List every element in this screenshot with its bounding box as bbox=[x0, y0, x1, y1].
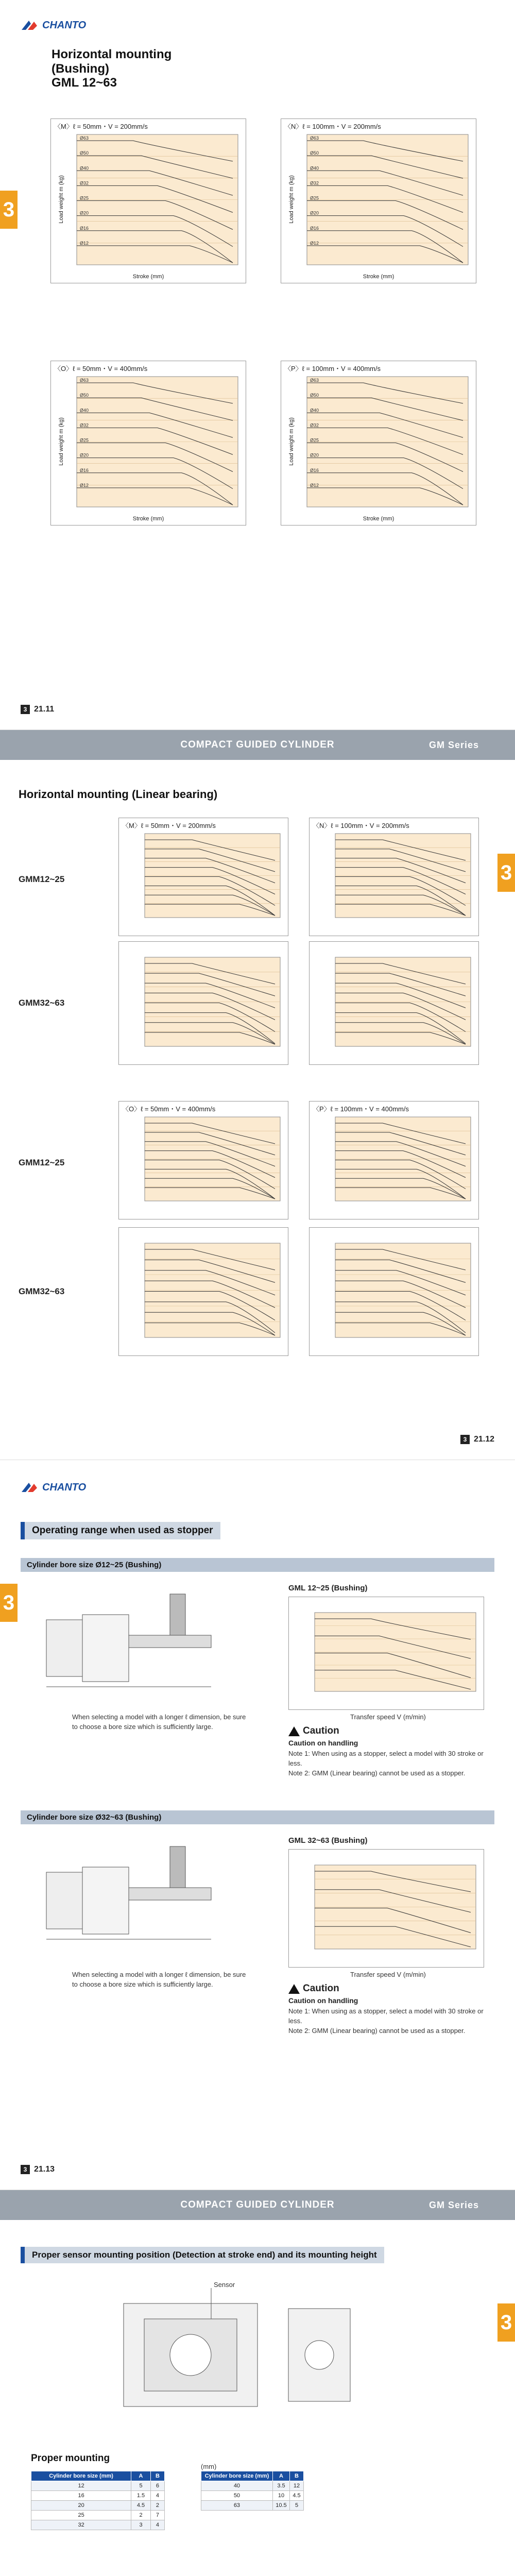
table-cell: 25 bbox=[31, 2511, 131, 2520]
series-label: Ø16 bbox=[310, 467, 319, 473]
table-cell: 5 bbox=[290, 2501, 304, 2511]
table-cell: 3 bbox=[131, 2520, 151, 2530]
table-cell: 12 bbox=[290, 2481, 304, 2491]
series-label: Ø32 bbox=[310, 180, 319, 186]
section-marker: 3 bbox=[21, 705, 30, 714]
section-tab: 3 bbox=[0, 191, 18, 229]
header-band bbox=[0, 2190, 515, 2220]
chart-title: 〈M〉ℓ = 50mm・V = 200mm/s bbox=[54, 123, 148, 130]
brand-name: CHANTO bbox=[42, 1481, 87, 1493]
chart-o-lower bbox=[118, 1227, 288, 1356]
series-label: Ø50 bbox=[80, 393, 89, 398]
series-label: Ø63 bbox=[80, 135, 89, 141]
chart-title: 〈N〉ℓ = 100mm・V = 200mm/s bbox=[313, 822, 409, 829]
row-label: GMM32~63 bbox=[19, 998, 65, 1008]
table-cell: 10.5 bbox=[272, 2501, 289, 2511]
series-label: Ø12 bbox=[80, 482, 89, 488]
brand bbox=[21, 19, 86, 32]
series-label: Ø20 bbox=[310, 452, 319, 458]
chart-n bbox=[281, 118, 476, 283]
band-title: COMPACT GUIDED CYLINDER bbox=[180, 739, 335, 750]
table-row bbox=[201, 2481, 304, 2491]
chart-m-upper bbox=[118, 818, 288, 936]
table-cell: 50 bbox=[201, 2491, 273, 2501]
series-label: Ø25 bbox=[310, 437, 319, 443]
page-3 bbox=[0, 1460, 515, 2190]
page-title: Horizontal mounting (Linear bearing) bbox=[19, 788, 218, 801]
series-label: Ø63 bbox=[310, 378, 319, 383]
table-row bbox=[201, 2491, 304, 2501]
table-cell: 32 bbox=[31, 2520, 131, 2530]
page-title: Horizontal mounting (Bushing) GML 12~63 bbox=[52, 47, 172, 90]
section-tab: 3 bbox=[0, 1584, 18, 1622]
section-marker: 3 bbox=[21, 2165, 30, 2174]
series-label: Ø12 bbox=[310, 482, 319, 488]
chart-plot bbox=[281, 119, 476, 283]
chart-p bbox=[281, 361, 476, 526]
table-cell: 40 bbox=[201, 2481, 273, 2491]
chart-plot bbox=[310, 942, 478, 1064]
chanto-logo-icon bbox=[21, 19, 38, 32]
page-number: 3 21.11 bbox=[21, 705, 54, 714]
table-cell: 4 bbox=[150, 2520, 164, 2530]
warning-icon bbox=[288, 1984, 300, 1994]
caution-upper: Caution Caution on handling Note 1: When using as a stopper, select a model with 30 stroke or less. Note 2: GMM (Linear bearing) cannot be used as a stopper. bbox=[288, 1725, 484, 1777]
sensor-label: Sensor bbox=[214, 2281, 235, 2289]
section-tab: 3 bbox=[497, 2303, 515, 2342]
chart-plot bbox=[119, 818, 288, 936]
series-label: Ø25 bbox=[310, 195, 319, 201]
chart-title: 〈N〉ℓ = 100mm・V = 200mm/s bbox=[284, 123, 381, 130]
stopper-chart-upper bbox=[288, 1597, 484, 1710]
table-cell: 2 bbox=[150, 2501, 164, 2511]
table-row bbox=[31, 2481, 165, 2491]
chart-n-lower bbox=[309, 941, 479, 1065]
page-number: 3 21.13 bbox=[21, 2165, 55, 2174]
chart-title: 〈O〉ℓ = 50mm・V = 400mm/s bbox=[54, 365, 148, 372]
chart-plot bbox=[289, 1597, 484, 1709]
page-2 bbox=[0, 730, 515, 1460]
table-cell: 4 bbox=[150, 2491, 164, 2501]
table-row bbox=[31, 2520, 165, 2530]
chart-title: 〈P〉ℓ = 100mm・V = 400mm/s bbox=[313, 1105, 409, 1113]
bore-range-header: Cylinder bore size Ø32~63 (Bushing) bbox=[21, 1810, 494, 1824]
series-label: Ø25 bbox=[80, 195, 89, 201]
stopper-chart-lower bbox=[288, 1849, 484, 1968]
x-axis-label: Stroke (mm) bbox=[363, 516, 394, 522]
series-label: Ø50 bbox=[310, 393, 319, 398]
section-marker: 3 bbox=[460, 1435, 470, 1444]
table-cell: 63 bbox=[201, 2501, 273, 2511]
y-axis-label: Load weight m (kg) bbox=[58, 417, 64, 466]
x-axis-label: Stroke (mm) bbox=[132, 274, 164, 280]
chart-title: 〈M〉ℓ = 50mm・V = 200mm/s bbox=[122, 822, 216, 829]
series-label: Ø40 bbox=[310, 165, 319, 171]
chart-n-upper bbox=[309, 818, 479, 936]
series-label: Ø32 bbox=[310, 422, 319, 428]
chart-plot bbox=[310, 1228, 478, 1355]
stopper-drawing-lower bbox=[31, 1836, 258, 1950]
table-row bbox=[31, 2491, 165, 2501]
series-label: Ø16 bbox=[310, 225, 319, 231]
series-label: Ø20 bbox=[310, 210, 319, 216]
page-title: Proper sensor mounting position (Detection at stroke end) and its mounting height bbox=[21, 2247, 384, 2263]
chanto-logo-icon bbox=[21, 1481, 38, 1494]
proper-table-left: Cylinder bore size (mm) A B 12 5 6 16 1.5 4 20 4.5 2 25 2 7 32 3 4 bbox=[31, 2471, 165, 2530]
chart-plot bbox=[310, 1101, 478, 1219]
sensor-drawing bbox=[103, 2273, 381, 2437]
section-tab: 3 bbox=[497, 854, 515, 892]
table-cell: 4.5 bbox=[131, 2501, 151, 2511]
chart-xlabel: Transfer speed V (m/min) bbox=[350, 1713, 426, 1721]
series-name: GM Series bbox=[428, 2199, 479, 2210]
series-label: Ø16 bbox=[80, 467, 89, 473]
table-cell: 5 bbox=[131, 2481, 151, 2491]
stopper-drawing-upper bbox=[31, 1584, 258, 1697]
series-label: Ø16 bbox=[80, 225, 89, 231]
proper-table-right: Cylinder bore size (mm) A B 40 3.5 12 50 10 4.5 63 10.5 5 bbox=[201, 2471, 304, 2511]
row-label: GMM12~25 bbox=[19, 1158, 65, 1167]
table-cell: 6 bbox=[150, 2481, 164, 2491]
unit-label: (mm) bbox=[201, 2463, 217, 2470]
caution-lower: Caution Caution on handling Note 1: When using as a stopper, select a model with 30 stroke or less. Note 2: GMM (Linear bearing) cannot be used as a stopper. bbox=[288, 1983, 484, 2035]
y-axis-label: Load weight m (kg) bbox=[288, 417, 295, 466]
series-label: Ø40 bbox=[310, 408, 319, 413]
series-label: Ø50 bbox=[310, 150, 319, 156]
band-title: COMPACT GUIDED CYLINDER bbox=[180, 2199, 335, 2210]
series-name: GM Series bbox=[428, 739, 479, 750]
row-label: GMM12~25 bbox=[19, 874, 65, 884]
chart-plot bbox=[289, 1850, 484, 1967]
warning-icon bbox=[288, 1726, 300, 1736]
series-label: Ø63 bbox=[80, 378, 89, 383]
table-row bbox=[31, 2511, 165, 2520]
selection-note: When selecting a model with a longer ℓ dimension, be sure to choose a bore size which is sufficiently large. bbox=[72, 1971, 246, 1988]
table-cell: 10 bbox=[272, 2491, 289, 2501]
table-cell: 4.5 bbox=[290, 2491, 304, 2501]
chart-plot bbox=[281, 361, 476, 525]
proper-mounting-title: Proper mounting bbox=[31, 2453, 110, 2464]
table-cell: 12 bbox=[31, 2481, 131, 2491]
series-label: Ø40 bbox=[80, 165, 89, 171]
series-label: Ø20 bbox=[80, 210, 89, 216]
chart-title: 〈P〉ℓ = 100mm・V = 400mm/s bbox=[284, 365, 381, 372]
page-title: Operating range when used as stopper bbox=[21, 1522, 220, 1539]
series-label: Ø25 bbox=[80, 437, 89, 443]
x-axis-label: Stroke (mm) bbox=[363, 274, 394, 280]
table-row bbox=[31, 2501, 165, 2511]
brand-name: CHANTO bbox=[42, 19, 87, 31]
row-label: GMM32~63 bbox=[19, 1286, 65, 1296]
table-cell: 16 bbox=[31, 2491, 131, 2501]
table-cell: 2 bbox=[131, 2511, 151, 2520]
selection-note: When selecting a model with a longer ℓ dimension, be sure to choose a bore size which is sufficiently large. bbox=[72, 1713, 246, 1731]
series-label: Ø63 bbox=[310, 135, 319, 141]
bore-range-header: Cylinder bore size Ø12~25 (Bushing) bbox=[21, 1558, 494, 1572]
page-number: 3 21.12 bbox=[460, 1435, 494, 1444]
chart-plot bbox=[119, 1101, 288, 1219]
chart-label: GML 12~25 (Bushing) bbox=[288, 1584, 368, 1592]
series-label: Ø12 bbox=[80, 240, 89, 246]
series-label: Ø50 bbox=[80, 150, 89, 156]
chart-plot bbox=[119, 942, 288, 1064]
chart-o bbox=[50, 361, 246, 526]
series-label: Ø32 bbox=[80, 422, 89, 428]
table-cell: 3.5 bbox=[272, 2481, 289, 2491]
chart-plot bbox=[51, 119, 246, 283]
series-label: Ø32 bbox=[80, 180, 89, 186]
page-1 bbox=[0, 0, 515, 730]
chart-title: 〈O〉ℓ = 50mm・V = 400mm/s bbox=[122, 1105, 216, 1113]
chart-o-upper bbox=[118, 1101, 288, 1219]
series-label: Ø12 bbox=[310, 240, 319, 246]
brand bbox=[21, 1481, 86, 1494]
table-cell: 7 bbox=[150, 2511, 164, 2520]
page-4 bbox=[0, 2190, 515, 2576]
x-axis-label: Stroke (mm) bbox=[132, 516, 164, 522]
header-band bbox=[0, 730, 515, 760]
table-cell: 1.5 bbox=[131, 2491, 151, 2501]
chart-plot bbox=[119, 1228, 288, 1355]
table-row bbox=[201, 2501, 304, 2511]
chart-label: GML 32~63 (Bushing) bbox=[288, 1836, 368, 1845]
series-label: Ø20 bbox=[80, 452, 89, 458]
chart-m-lower bbox=[118, 941, 288, 1065]
chart-p-upper bbox=[309, 1101, 479, 1219]
table-cell: 20 bbox=[31, 2501, 131, 2511]
chart-xlabel: Transfer speed V (m/min) bbox=[350, 1971, 426, 1978]
series-label: Ø40 bbox=[80, 408, 89, 413]
chart-m bbox=[50, 118, 246, 283]
y-axis-label: Load weight m (kg) bbox=[288, 175, 295, 224]
chart-p-lower bbox=[309, 1227, 479, 1356]
y-axis-label: Load weight m (kg) bbox=[58, 175, 64, 224]
chart-plot bbox=[51, 361, 246, 525]
chart-plot bbox=[310, 818, 478, 936]
